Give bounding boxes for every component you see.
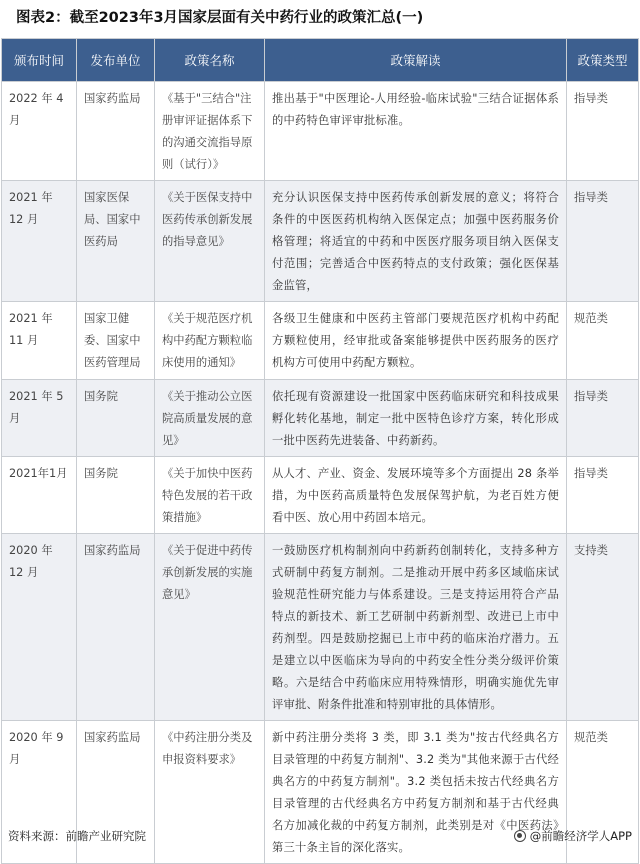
brand-logo-icon	[514, 830, 526, 842]
table-row	[2, 534, 639, 721]
cell-date: 2020 年 12 月	[2, 534, 77, 721]
cell-type: 指导类	[567, 380, 639, 457]
cell-desc: 新中药注册分类将 3 类，即 3.1 类为"按古代经典名方目录管理的中药复方制剂"、3.2 类为"其他来源于古代经典名方的中药复方制剂"。3.2 类包括未按古代经典名方目录管理的古代经典名方中药复方制剂和基于古代经典名方加减化裁的中药复方制剂，此类别是对《中医药法》第三十条主旨的深化落实。	[265, 721, 567, 864]
cell-type: 指导类	[567, 181, 639, 302]
cell-date: 2021 年 12 月	[2, 181, 77, 302]
cell-date: 2020 年 9 月	[2, 721, 77, 864]
cell-name: 《中药注册分类及申报资料要求》	[155, 721, 265, 864]
table-row	[2, 181, 639, 302]
cell-org: 国家药监局	[77, 721, 155, 864]
cell-date: 2021 年 5 月	[2, 380, 77, 457]
cell-desc: 各级卫生健康和中医药主管部门要规范医疗机构中药配方颗粒使用，经审批或备案能够提供中医药服务的医疗机构方可使用中药配方颗粒。	[265, 302, 567, 380]
cell-name: 《基于"三结合"注册审评证据体系下的沟通交流指导原则（试行）》	[155, 82, 265, 181]
header-name: 政策名称	[155, 39, 265, 82]
page-title: 图表2：截至2023年3月国家层面有关中药行业的政策汇总(一)	[16, 10, 424, 26]
cell-name: 《关于规范医疗机构中药配方颗粒临床使用的通知》	[155, 302, 265, 380]
cell-org: 国家药监局	[77, 534, 155, 721]
header-type: 政策类型	[567, 39, 639, 82]
cell-type: 指导类	[567, 457, 639, 534]
cell-desc: 从人才、产业、资金、发展环境等多个方面提出 28 条举措，为中医药高质量特色发展保驾护航，为老百姓方便看中医、放心用中药固本培元。	[265, 457, 567, 534]
table-row	[2, 457, 639, 534]
header-date: 颁布时间	[2, 39, 77, 82]
cell-org: 国务院	[77, 380, 155, 457]
table-header-row	[2, 39, 639, 82]
table-row	[2, 82, 639, 181]
header-org: 发布单位	[77, 39, 155, 82]
cell-desc: 依托现有资源建设一批国家中医药临床研究和科技成果孵化转化基地，制定一批中医特色诊疗方案，转化形成一批中医药先进装备、中药新药。	[265, 380, 567, 457]
cell-name: 《关于加快中医药特色发展的若干政策措施》	[155, 457, 265, 534]
brand-credit	[514, 828, 632, 844]
footer	[0, 820, 640, 853]
cell-date: 2021 年 11 月	[2, 302, 77, 380]
cell-org: 国家药监局	[77, 82, 155, 181]
cell-desc: 一鼓励医疗机构制剂向中药新药创制转化，支持多种方式研制中药复方制剂。二是推动开展中药多区域临床试验规范性研究能力与体系建设。三是支持运用符合产品特点的新技术、新工艺研制中药新剂型、改进已上市中药剂型。四是鼓励挖掘已上市中药的临床治疗潜力。五是建立以中医临床为导向的中药安全性分类分级评价策略。六是结合中药临床应用特殊情形，明确实施优先审评审批、附条件批准和特别审批的具体情形。	[265, 534, 567, 721]
cell-org: 国家卫健委、国家中医药管理局	[77, 302, 155, 380]
cell-org: 国家医保局、国家中医药局	[77, 181, 155, 302]
table-row	[2, 302, 639, 380]
cell-name: 《关于医保支持中医药传承创新发展的指导意见》	[155, 181, 265, 302]
cell-desc: 充分认识医保支持中医药传承创新发展的意义；将符合条件的中医医药机构纳入医保定点；加强中医药服务价格管理；将适宜的中药和中医医疗服务项目纳入医保支付范围；完善适合中医药特点的支付政策；强化医保基金监管，	[265, 181, 567, 302]
cell-name: 《关于推动公立医院高质量发展的意见》	[155, 380, 265, 457]
table-row	[2, 380, 639, 457]
cell-org: 国务院	[77, 457, 155, 534]
cell-name: 《关于促进中药传承创新发展的实施意见》	[155, 534, 265, 721]
cell-date: 2021年1月	[2, 457, 77, 534]
cell-type: 指导类	[567, 82, 639, 181]
brand-text: @前瞻经济学人APP	[529, 829, 632, 843]
policy-table	[1, 38, 639, 864]
header-desc: 政策解读	[265, 39, 567, 82]
cell-date: 2022 年 4 月	[2, 82, 77, 181]
source-note: 资料来源：前瞻产业研究院	[8, 829, 146, 843]
cell-desc: 推出基于"中医理论-人用经验-临床试验"三结合证据体系的中药特色审评审批标准。	[265, 82, 567, 181]
cell-type: 支持类	[567, 534, 639, 721]
cell-type: 规范类	[567, 302, 639, 380]
cell-type: 规范类	[567, 721, 639, 864]
